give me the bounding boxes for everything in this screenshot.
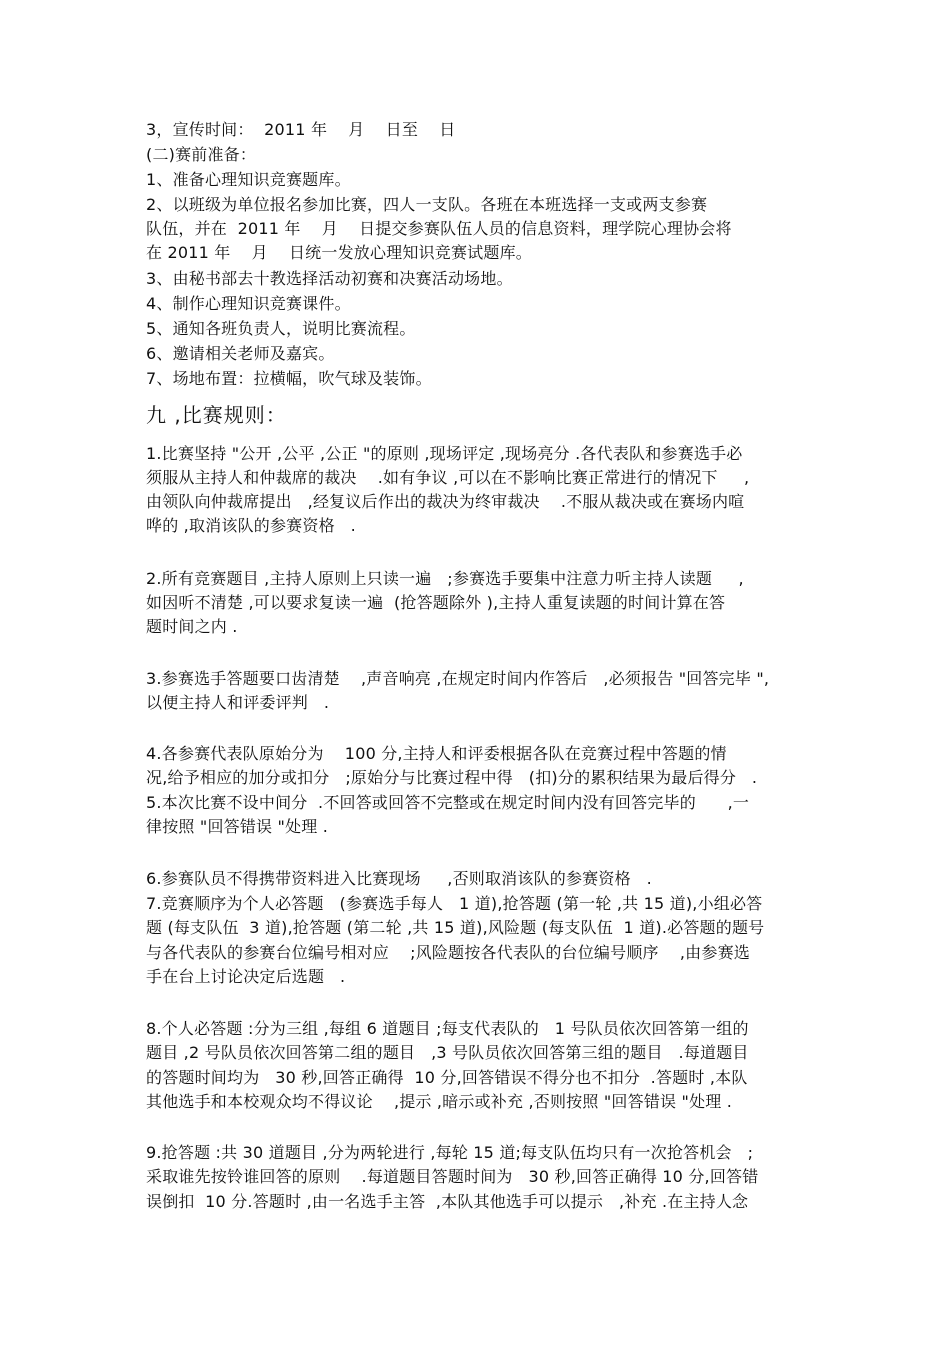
rule-7-line: 7.竞赛顺序为个人必答题 (参赛选手每人 1 道),抢答题 (第一轮 ,共 15 道),小组必答 [146, 894, 763, 913]
section-title-preparation: (二)赛前准备： [146, 145, 257, 164]
rule-7-line: 与各代表队的参赛台位编号相对应 ;风险题按各代表队的台位编号顺序 ,由参赛选 [146, 943, 750, 962]
prep-item-2: 2、以班级为单位报名参加比赛，四人一支队。各班在本班选择一支或两支参赛 [146, 195, 708, 214]
rule-1-line: 须服从主持人和仲裁席的裁决 .如有争议 ,可以在不影响比赛正常进行的情况下 , [146, 468, 750, 487]
rule-7-line: 手在台上讨论决定后选题 . [146, 967, 346, 986]
rule-6-line: 6.参赛队员不得携带资料进入比赛现场 ,否则取消该队的参赛资格 . [146, 869, 652, 888]
prep-item-2-cont: 在 2011 年 月 日统一发放心理知识竞赛试题库。 [146, 243, 532, 262]
rule-5-line: 5.本次比赛不设中间分 .不回答或回答不完整或在规定时间内没有回答完毕的 ,一 [146, 793, 750, 812]
rule-4-line: 况,给予相应的加分或扣分 ;原始分与比赛过程中得 (扣)分的累积结果为最后得分 . [146, 768, 758, 787]
rule-8-line: 其他选手和本校观众均不得议论 ,提示 ,暗示或补充 ,否则按照 "回答错误 "处理 . [146, 1092, 733, 1111]
rule-2-line: 如因听不清楚 ,可以要求复读一遍 (抢答题除外 ),主持人重复读题的时间计算在答 [146, 593, 726, 612]
rule-5-line: 律按照 "回答错误 "处理 . [146, 817, 329, 836]
rules-heading: 九 ,比赛规则： [146, 403, 287, 427]
rule-8-line: 8.个人必答题 :分为三组 ,每组 6 道题目 ;每支代表队的 1 号队员依次回答第一组的 [146, 1019, 749, 1038]
rule-3-line: 以便主持人和评委评判 . [146, 693, 330, 712]
prep-item-7: 7、场地布置：拉横幅，吹气球及装饰。 [146, 369, 432, 388]
rule-1-line: 由领队向仲裁席提出 ,经复议后作出的裁决为终审裁决 .不服从裁决或在赛场内喧 [146, 492, 745, 511]
rule-8-line: 题目 ,2 号队员依次回答第二组的题目 ,3 号队员依次回答第三组的题目 .每道题目 [146, 1043, 749, 1062]
rule-7-line: 题 (每支队伍 3 道),抢答题 (第二轮 ,共 15 道),风险题 (每支队伍 1 道).必答题的题号 [146, 918, 765, 937]
publicity-time-line: 3，宣传时间： 2011 年 月 日至 日 [146, 120, 456, 139]
rule-2-line: 2.所有竞赛题目 ,主持人原则上只读一遍 ;参赛选手要集中注意力听主持人读题 , [146, 569, 744, 588]
rule-3-line: 3.参赛选手答题要口齿清楚 ,声音响亮 ,在规定时间内作答后 ,必须报告 "回答完毕 ", [146, 669, 770, 688]
prep-item-4: 4、制作心理知识竞赛课件。 [146, 294, 351, 313]
rule-1-line: 1.比赛坚持 "公开 ,公平 ,公正 "的原则 ,现场评定 ,现场亮分 .各代表队和参赛选手必 [146, 444, 743, 463]
prep-item-1: 1、准备心理知识竞赛题库。 [146, 170, 351, 189]
rule-1-line: 哗的 ,取消该队的参赛资格 . [146, 516, 356, 535]
rule-8-line: 的答题时间均为 30 秒,回答正确得 10 分,回答错误不得分也不扣分 .答题时 ,本队 [146, 1068, 748, 1087]
prep-item-6: 6、邀请相关老师及嘉宾。 [146, 344, 335, 363]
rule-2-line: 题时间之内 . [146, 617, 238, 636]
rule-4-line: 4.各参赛代表队原始分为 100 分,主持人和评委根据各队在竞赛过程中答题的情 [146, 744, 727, 763]
rule-9-line: 误倒扣 10 分.答题时 ,由一名选手主答 ,本队其他选手可以提示 ,补充 .在主持人念 [146, 1192, 749, 1211]
prep-item-2-cont: 队伍，并在 2011 年 月 日提交参赛队伍人员的信息资料，理学院心理协会将 [146, 219, 732, 238]
prep-item-3: 3、由秘书部去十教选择活动初赛和决赛活动场地。 [146, 269, 513, 288]
prep-item-5: 5、通知各班负责人，说明比赛流程。 [146, 319, 416, 338]
rule-9-line: 采取谁先按铃谁回答的原则 .每道题目答题时间为 30 秒,回答正确得 10 分,回答错 [146, 1167, 759, 1186]
rule-9-line: 9.抢答题 :共 30 道题目 ,分为两轮进行 ,每轮 15 道;每支队伍均只有一次抢答机会 ; [146, 1143, 754, 1162]
